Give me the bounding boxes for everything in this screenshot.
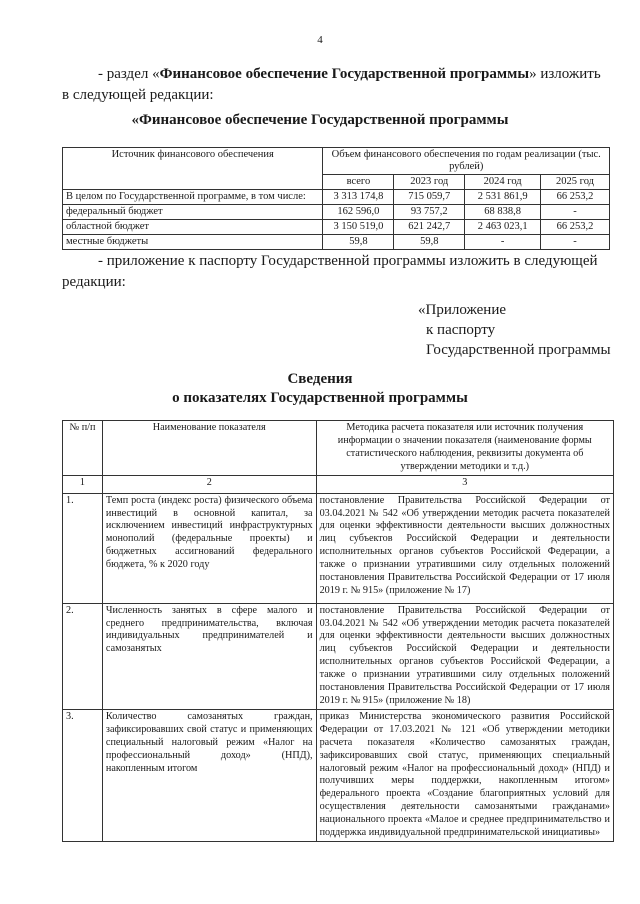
finance-header-volume: Объем финансового обеспечения по годам реализации (тыс. рублей) <box>323 148 610 175</box>
finance-year-header: 2023 год <box>394 175 465 190</box>
indicator-method: приказ Министерства экономического развития Российской Федерации от 17.03.2021 № 121 «Об утверждении методики расчета показателя «Количество самозанятых граждан, зафиксировавших свой статус, применяющих специальный налоговый режим «Налог на профессиональный доход» (НПД) и получивших меры поддержки, накопленным итогом» федерального проекта «Создание благоприятных условий для осуществления деятельности самозанятыми гражданами» национального проекта «Малое и среднее предпринимательство и поддержка индивидуальной предпринимательской инициативы» <box>316 709 613 841</box>
indicators-header-method: Методика расчета показателя или источник получения информации о значении показателя (наименование формы статистического наблюдения, реквизиты документа об утверждении методики и т.д.) <box>316 421 613 476</box>
finance-row-label: федеральный бюджет <box>63 205 323 220</box>
finance-value: 715 059,7 <box>394 190 465 205</box>
page-number: 4 <box>317 34 323 46</box>
indicators-header-number: № п/п <box>63 421 103 476</box>
finance-value: 621 242,7 <box>394 220 465 235</box>
annex-intro-line2: редакции: <box>62 274 126 290</box>
finance-table <box>62 147 610 250</box>
finance-row-total <box>63 190 610 205</box>
finance-title: «Финансовое обеспечение Государственной программы <box>131 112 509 128</box>
finance-row-local <box>63 235 610 250</box>
annex-caption <box>418 300 618 360</box>
indicator-number: 1. <box>63 493 103 603</box>
indicator-row <box>63 709 614 841</box>
indicator-method: постановление Правительства Российской Федерации от 03.04.2021 № 542 «Об утверждении методик расчета показателей для оценки эффективности деятельности высших должностных лиц субъектов Российской Федерации и деятельности исполнительных органов субъектов Российской Федерации, а также о признании утратившими силу отдельных положений постановления Правительства Российской Федерации от 17 июля 2019 г. № 915» (приложение № 18) <box>316 603 613 709</box>
intro-text-start: - раздел « <box>98 66 160 82</box>
finance-row-federal <box>63 205 610 220</box>
annex-caption-line: Государственной программы <box>426 342 611 358</box>
finance-value: 162 596,0 <box>323 205 394 220</box>
indicator-name: Количество самозанятых граждан, зафиксировавших свой статус и применяющих специальный налоговый режим «Налог на профессиональный доход» (НПД), накопленным итогом <box>102 709 316 841</box>
finance-value: 66 253,2 <box>541 190 610 205</box>
indicator-number: 2. <box>63 603 103 709</box>
finance-value: 2 531 861,9 <box>465 190 541 205</box>
annex-caption-line: к паспорту <box>426 322 496 338</box>
finance-value: 3 150 519,0 <box>323 220 394 235</box>
intro-section-name: Финансовое обеспечение Государственной программы <box>159 66 530 82</box>
indicator-row <box>63 603 614 709</box>
indicator-method: постановление Правительства Российской Федерации от 03.04.2021 № 542 «Об утверждении методик расчета показателей для оценки эффективности деятельности высших должностных лиц субъектов Российской Федерации и деятельности исполнительных органов субъектов Российской Федерации, а также о признании утратившими силу отдельных положений постановления Правительства Российской Федерации от 17 июля 2019 г. № 915» (приложение № 17) <box>316 493 613 603</box>
indicator-number: 3. <box>63 709 103 841</box>
finance-section-intro <box>62 64 610 106</box>
svedenia-title-line: Сведения <box>287 371 353 387</box>
annex-intro-line1: - приложение к паспорту Государственной программы изложить в следующей <box>98 253 598 269</box>
finance-value: 66 253,2 <box>541 220 610 235</box>
finance-year-header: 2025 год <box>541 175 610 190</box>
finance-value: - <box>541 235 610 250</box>
finance-row-regional <box>63 220 610 235</box>
finance-row-label: местные бюджеты <box>63 235 323 250</box>
indicators-column-number: 1 <box>63 475 103 493</box>
finance-year-header: всего <box>323 175 394 190</box>
finance-value: 93 757,2 <box>394 205 465 220</box>
finance-value: - <box>465 235 541 250</box>
intro-text-end: » изложить <box>529 66 601 82</box>
finance-value: 3 313 174,8 <box>323 190 394 205</box>
finance-row-label: В целом по Государственной программе, в том числе: <box>63 190 323 205</box>
svedenia-title <box>0 370 640 408</box>
indicators-column-number: 3 <box>316 475 613 493</box>
indicators-table <box>62 420 614 842</box>
indicators-header-name: Наименование показателя <box>102 421 316 476</box>
finance-value: 2 463 023,1 <box>465 220 541 235</box>
finance-value: - <box>541 205 610 220</box>
finance-row-label: областной бюджет <box>63 220 323 235</box>
svedenia-title-line: о показателях Государственной программы <box>172 390 468 406</box>
finance-value: 68 838,8 <box>465 205 541 220</box>
indicators-column-number: 2 <box>102 475 316 493</box>
finance-header-source: Источник финансового обеспечения <box>63 148 323 190</box>
intro-text-line2: в следующей редакции: <box>62 87 214 103</box>
finance-value: 59,8 <box>323 235 394 250</box>
indicator-name: Численность занятых в сфере малого и среднего предпринимательства, включая индивидуальных предпринимателей и самозанятых <box>102 603 316 709</box>
annex-caption-line: «Приложение <box>418 302 507 318</box>
indicator-row <box>63 493 614 603</box>
indicator-name: Темп роста (индекс роста) физического объема инвестиций в основной капитал, за исключением инвестиций инфраструктурных монополий (федеральные проекты) и бюджетных ассигнований федерального бюджета, % к 2020 году <box>102 493 316 603</box>
finance-year-header: 2024 год <box>465 175 541 190</box>
finance-value: 59,8 <box>394 235 465 250</box>
annex-intro <box>62 251 610 293</box>
